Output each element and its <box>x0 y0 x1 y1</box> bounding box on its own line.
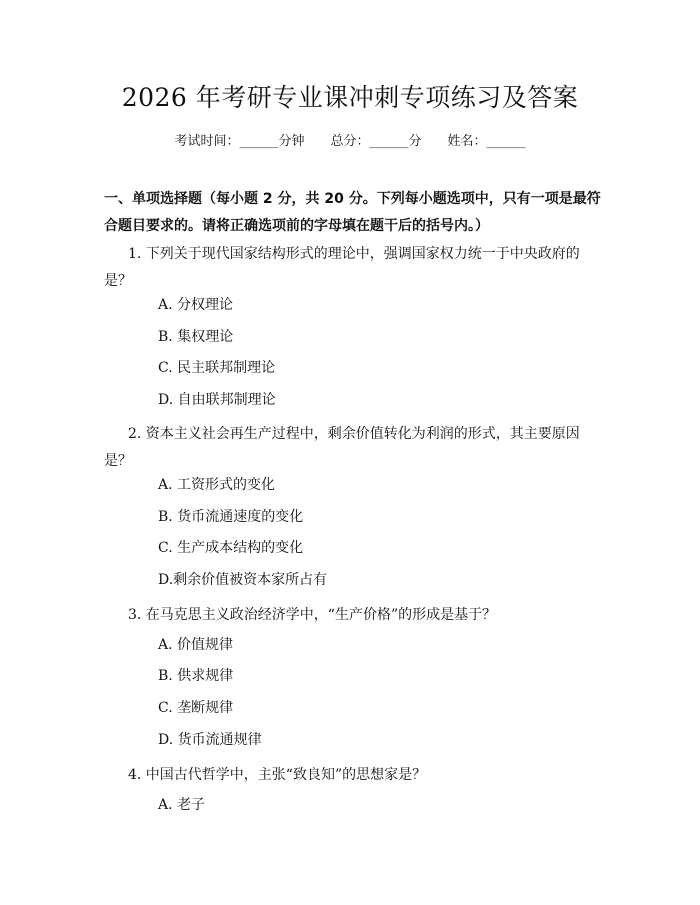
question-1-option-b: B. 集权理论 <box>158 329 234 345</box>
section-heading: 一、单项选择题（每小题 2 分，共 20 分。下列每小题选项中，只有一项是最符合题目要求的。请将正确选项前的字母填在题干后的括号内。） <box>104 191 601 234</box>
question-3-option-b: B. 供求规律 <box>158 668 234 684</box>
question-3-option-c: C. 垄断规律 <box>158 700 234 716</box>
question-3-option-d: D. 货币流通规律 <box>158 732 262 748</box>
question-3-option-a: A. 价值规律 <box>158 637 234 653</box>
question-4-option-a: A. 老子 <box>158 797 206 813</box>
question-1-option-d: D. 自由联邦制理论 <box>158 392 276 408</box>
question-3-text: 3. 在马克思主义政治经济学中，“生产价格”的形成是基于？ <box>128 607 497 623</box>
question-1-text: 1. 下列关于现代国家结构形式的理论中，强调国家权力统一于中央政府的是？ <box>104 246 580 289</box>
question-2-option-b: B. 货币流通速度的变化 <box>158 509 304 525</box>
question-2-option-d: D.剩余价值被资本家所占有 <box>158 572 328 588</box>
question-4-text: 4. 中国古代哲学中，主张“致良知”的思想家是？ <box>128 767 427 783</box>
question-2-option-c: C. 生产成本结构的变化 <box>158 540 304 556</box>
question-1-option-a: A. 分权理论 <box>158 297 234 313</box>
document-title: 2026 年考研专业课冲刺专项练习及答案 <box>121 83 579 112</box>
question-1-option-c: C. 民主联邦制理论 <box>158 360 276 376</box>
exam-info-line: 考试时间：______分钟 总分：______分 姓名：______ <box>174 134 526 149</box>
question-2-option-a: A. 工资形式的变化 <box>158 477 276 493</box>
question-2-text: 2. 资本主义社会再生产过程中，剩余价值转化为利润的形式，其主要原因是？ <box>104 426 580 469</box>
